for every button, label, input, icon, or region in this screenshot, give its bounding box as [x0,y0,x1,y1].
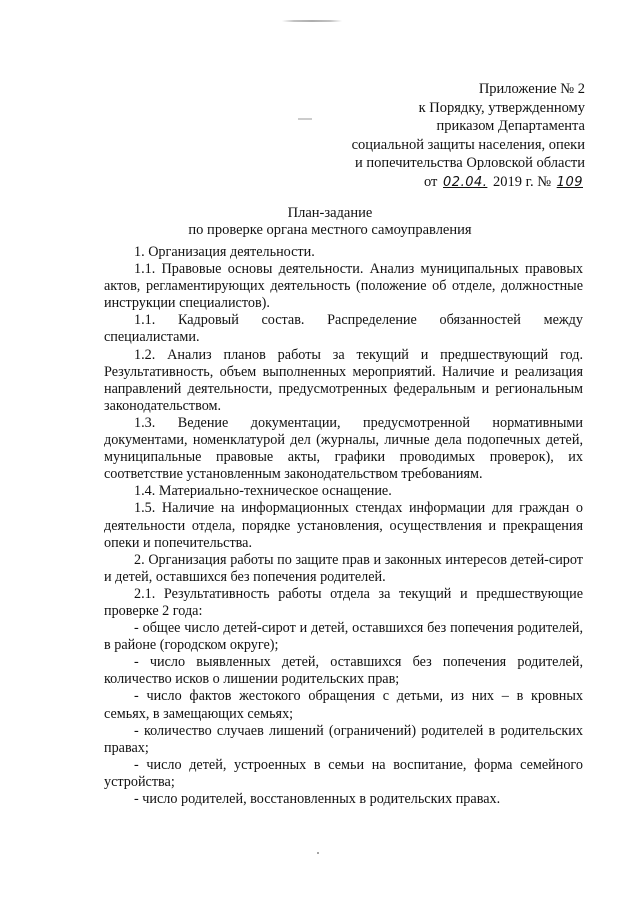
header-line: к Порядку, утвержденному [418,99,585,116]
paragraph: 1.5. Наличие на информационных стендах информации для граждан о деятельности отдела, порядке установления, осуществления и прекращения опеки и попечительства. [104,500,583,551]
paragraph: 1.4. Материально-техническое оснащение. [134,483,392,500]
paragraph: 1.1. Правовые основы деятельности. Анализ муниципальных правовых актов, регламентирующих деятельность (положение об отделе, должностные инструкции специалистов). [104,261,583,312]
handwritten-date: 02.04. [443,174,488,190]
title-line: по проверке органа местного самоуправления [188,222,472,238]
list-item: - число детей, устроенных в семьи на воспитание, форма семейного устройства; [104,756,583,790]
paragraph: 2.1. Результативность работы отдела за текущий и предшествующие проверке 2 года: [104,585,583,619]
header-line: Приложение № 2 [478,81,585,97]
handwritten-number: 109 [556,174,583,190]
appendix-header [352,80,585,192]
document-title [100,205,560,239]
header-line: и попечительства Орловской области [354,155,585,171]
header-date-line [352,173,585,193]
date-year: 2019 г. № [493,173,552,190]
paragraph: 1.2. Анализ планов работы за текущий и предшествующий год. Результативность, объем выполненных мероприятий. Наличие и реализация направлений деятельности, предусмотренных федеральным и региональным законодательством. [104,346,583,414]
title-line: План-задание [287,205,373,221]
paragraph: 2. Организация работы по защите прав и законных интересов детей-сирот и детей, оставшихся без попечения родителей. [104,551,583,585]
header-line: приказом Департамента [436,118,585,134]
document-body [104,244,583,808]
paragraph: 1.3. Ведение документации, предусмотренной нормативными документами, номенклатурой дел (журналы, личные дела подопечных детей, муниципальные правовые акты, графики проводимых проверок), их соответствие установленным законодательством требованиям. [104,414,583,483]
scan-artifact [298,118,312,120]
list-item: - число родителей, восстановленных в родительских правах. [134,791,501,807]
date-prefix: от [424,173,438,190]
paragraph: 1. Организация деятельности. [134,244,315,260]
paragraph: 1.1. Кадровый состав. Распределение обязанностей между специалистами. [104,312,583,346]
list-item: - общее число детей-сирот и детей, оставшихся без попечения родителей, в районе (городском округе); [104,620,583,654]
scan-artifact [317,852,319,854]
list-item: - число фактов жестокого обращения с детьми, из них – в кровных семьях, в замещающих семьях; [104,688,583,722]
list-item: - число выявленных детей, оставшихся без попечения родителей, количество исков о лишении родительских прав; [104,654,583,688]
list-item: - количество случаев лишений (ограничений) родителей в родительских правах; [104,722,583,756]
scan-artifact [282,20,342,22]
header-line: социальной защиты населения, опеки [351,136,585,153]
